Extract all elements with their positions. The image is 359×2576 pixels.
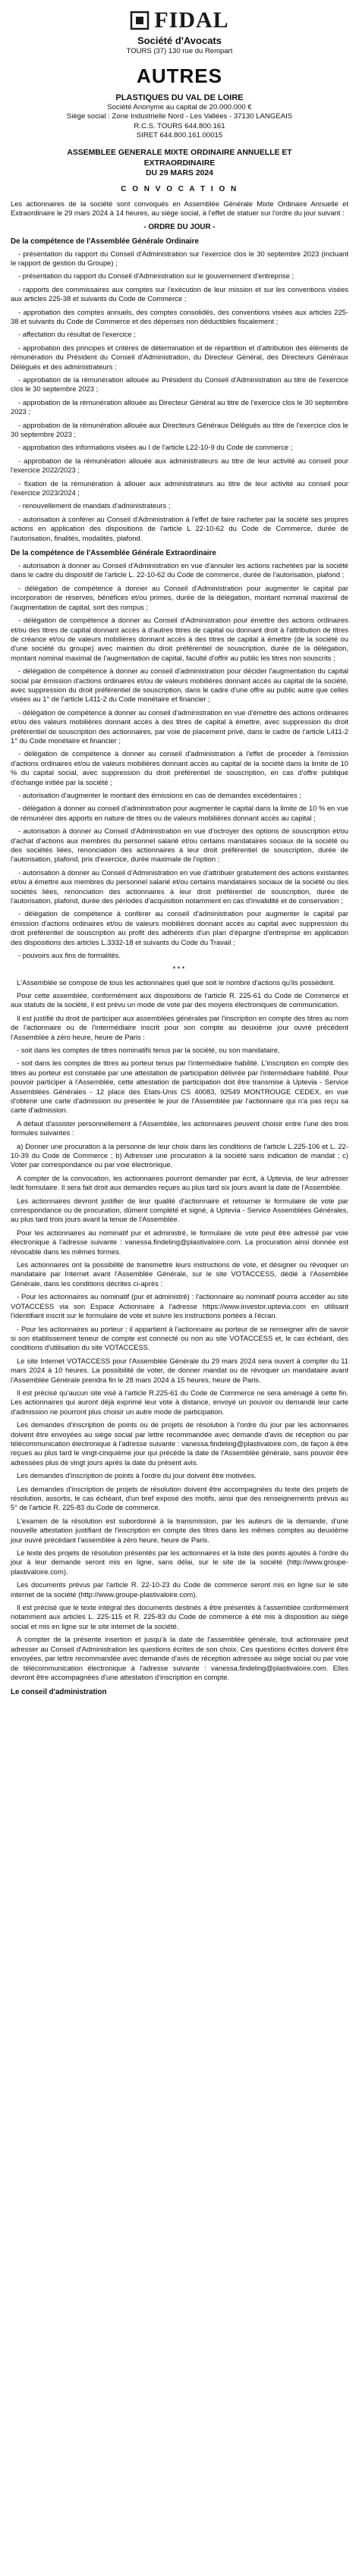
agenda-item: - autorisation à donner au Conseil d'Administration en vue d'attribuer gratuitement des actions existantes et/ou à émettre aux membres du personnel salarié et/ou certains mandataires sociaux de la société ou des sociétés liées, renonciation des actionnaires à leur droit préférentiel de souscription, durée de l'autorisation, plafond, durée des périodes d'acquisition notamment en cas d'invalidité et de conservation ; (11, 868, 348, 905)
agenda-item: - approbation des comptes annuels, des comptes consolidés, des conventions visées aux articles 225-38 et suivants du Code de Commerce et des dépenses non déductibles fiscalement ; (11, 307, 348, 325)
body-paragraph: Les documents prévus par l'article R. 22-10-23 du Code de commerce seront mis en ligne sur le site internet de la société (http://www.groupe-plastivaloire.com). (11, 1580, 348, 1599)
agenda-item: - approbation de la rémunération allouée aux Directeurs Généraux Délégués au titre de l'exercice clos le 30 septembre 2023 ; (11, 420, 348, 438)
extraordinary-agenda-list (11, 561, 348, 960)
body-paragraph: Le site Internet VOTACCESS pour l'Assemblée Générale du 29 mars 2024 sera ouvert à compter du 11 mars 2024 à 10 heures. La possibilité de voter, de donner mandat ou de révoquer un mandataire avant l'Assemblée Générale prendra fin le 28 mars 2024 à 15 heures, heure de Paris. (11, 1356, 348, 1384)
agenda-item: - affectation du résultat de l'exercice ; (18, 330, 136, 339)
company-siret: SIRET 644.800.161.00015 (136, 130, 223, 140)
body-paragraph: Les demandes d'inscription de points ou de projets de résolution à l'ordre du jour par les actionnaires doivent être envoyées au siège social par lettre recommandée avec demande d'avis de réception ou par télécommunication électronique à l'adresse suivante : vanessa.findeling@plastivaloire.com, de façon à être reçues au plus tard le vingt-cinquième jour qui précède la date de l'Assemblée générale, sans pouvoir être adressées plus de vingt jours après la date du présent avis. (11, 1420, 348, 1467)
agenda-item: - autorisation à donner au Conseil d'Administration en vue d'annuler les actions rachetées par la société dans le cadre du dispositif de l'article L. 22-10-62 du Code de commerce, durée de l'autorisation, plafond ; (11, 561, 348, 579)
agenda-item: - délégation de compétence à conférer au conseil d'administration pour augmenter le capital par émission d'actions ordinaires et/ou de valeurs mobilières donnant accès au capital avec suppression du droit préférentiel de souscription au profit des adhérents d'un plan d'épargne d'entreprise en application des dispositions des articles L.3332-18 et suivants du Code du Travail ; (11, 909, 348, 946)
agenda-item: - pouvoirs aux fins de formalités. (18, 951, 121, 960)
body-paragraph: A compter de la présente insertion et jusqu'à la date de l'assemblée générale, tout actionnaire peut adresser au Conseil d'Administration les questions écrites de son choix. Ces questions écrites doivent être envoyées, par lettre recommandée avec demande d'avis de réception adressée au siège social ou par voie de télécommunication électronique à l'adresse suivante : vanessa.findeling@plastivaloire.com. Elles devront être accompagnées d'une attestation d'inscription en compte. (11, 1635, 348, 1681)
body-paragraph: A défaut d'assister personnellement à l'Assemblée, les actionnaires peuvent choisir entre l'une des trois formules suivantes : (11, 1119, 348, 1137)
agenda-title: - ORDRE DU JOUR - (143, 222, 216, 231)
body-paragraph: L'Assemblée se compose de tous les actionnaires quel que soit le nombre d'actions qu'ils possèdent. (17, 977, 335, 987)
meeting-title-line-1: ASSEMBLEE GENERALE MIXTE ORDINAIRE ANNUELLE ET (67, 149, 292, 158)
agenda-item: - rapports des commissaires aux comptes sur l'exécution de leur mission et sur les conventions visées aux articles 225-38 et suivants du Code de Commerce ; (11, 284, 348, 303)
agenda-item: - approbation de la rémunération allouée aux administrateurs au titre de leur activité au conseil pour l'exercice 2022/2023 ; (11, 456, 348, 475)
section-separator: *** (172, 965, 187, 974)
agenda-item: - renouvellement de mandats d'administrateurs ; (18, 501, 171, 510)
logo-text: FIDAL (154, 8, 229, 33)
agenda-item: - délégation de compétence à donner au Conseil d'Administration pour émettre des actions ordinaires et/ou des titres de capital donnant accès à d'autres titres de capital ou donnant droit à l'attribution de titres de créance et/ou de valeurs mobilières donnant accès à des titres de capital à émettre (de la société ou d'une société du groupe) avec maintien du droit préférentiel de souscription, durée de la délégation, montant nominal maximal de l'augmentation de capital, faculté d'offrir au public les titres non souscrits ; (11, 616, 348, 662)
body-paragraph: Il est précisé qu'aucun site visé à l'article R.225-61 du Code de Commerce ne sera aménagé à cette fin. Les actionnaires qui auront déjà exprimé leur vote à distance, envoyé un pouvoir ou demandé leur carte d'admission ne pourront plus choisir un autre mode de participation. (11, 1388, 348, 1416)
meeting-title-line-2: EXTRAORDINAIRE (143, 158, 216, 168)
agenda-item: - délégation à donner au conseil d'administration pour augmenter le capital dans la limite de 10 % en vue de rémunérer des apports en nature de titres ou de valeurs mobilières donnant accès au capital ; (11, 804, 348, 822)
firm-header (11, 35, 348, 55)
extraordinary-section-heading: De la compétence de l'Assemblée Générale Extraordinaire (11, 549, 216, 558)
agenda-item: - approbation des informations visées au I de l'article L22-10-9 du Code de commerce ; (18, 443, 293, 452)
agenda-item: - délégation de compétence à donner au conseil d'administration en vue d'émettre des actions ordinaires et/ou des valeurs mobilières donnant accès à des titres de capital à émettre, avec suppression du droit préférentiel de souscription des actionnaires, par voie de placement privé, dans le cadre de l'article L411-2 1° du Code monétaire et financier ; (11, 708, 348, 745)
company-name: PLASTIQUES DU VAL DE LOIRE (115, 93, 244, 102)
meeting-title (11, 148, 348, 179)
body-paragraph: Il est justifié du droit de participer aux assemblées générales par l'inscription en compte des titres au nom de l'actionnaire ou de l'intermédiaire inscrit pour son compte au deuxième jour ouvré précédent l'Assemblée à zéro heure, heure de Paris : (11, 1013, 348, 1041)
body-paragraph: Le texte des projets de résolution présentés par les actionnaires et la liste des points ajoutés à l'ordre du jour à leur demande seront mis en ligne, sans délai, sur le site de la société (http://www.groupe-plastivaloire.com). (11, 1548, 348, 1576)
body-paragraph: - Pour les actionnaires au nominatif (pur et administré) : l'actionnaire au nominatif pourra accéder au site VOTACCESS via son Espace Actionnaire à l'adresse https://www.investor.uptevia.com en utilisant l'identifiant inscrit sur le formulaire de vote et suivre les instructions portées à l'écran. (11, 1292, 348, 1320)
company-seat: Siège social : Zone Industrielle Nord - Les Vallées - 37130 LANGEAIS (66, 112, 293, 121)
body-paragraphs (11, 978, 348, 1683)
body-paragraph: A compter de la convocation, les actionnaires pourront demander par écrit, à Uptevia, de leur adresser ledit formulaire. Il sera fait droit aux demandes reçues au plus tard six jours avant la date de l'Assemblée. (11, 1173, 348, 1192)
agenda-item: - autorisation à conférer au Conseil d'Administration à l'effet de faire racheter par la société ses propres actions en application des dispositions de l'article L 22-10-62 du Code de Commerce, durée de l'autorisation, finalités, modalités, plafond. (11, 514, 348, 542)
ordinary-agenda-list (11, 249, 348, 544)
agenda-item: - présentation du rapport du Conseil d'Administration sur le gouvernement d'entreprise ; (18, 271, 294, 281)
meeting-date: DU 29 MARS 2024 (146, 169, 213, 178)
agenda-item: - autorisation à donner au Conseil d'Administration en vue d'octroyer des options de souscription et/ou d'achat d'actions aux membres du personnel salarié et/ou certains mandataires sociaux de la société ou des sociétés liées, renonciation des actionnaires à leur droit préférentiel de souscription, durée de l'autorisation, plafond, prix d'exercice, durée maximale de l'option ; (11, 827, 348, 864)
firm-address: TOURS (37) 130 rue du Rempart (126, 47, 233, 55)
fidal-logo-icon (130, 11, 150, 30)
agenda-item: - délégation de compétence à donner au Conseil d'Administration pour augmenter le capital par incorporation de réserves, bénéfices et/ou primes, durée de la délégation, montant nominal maximal de l'augmentation de capital, sort des rompus ; (11, 583, 348, 611)
firm-name: Société d'Avocats (137, 35, 222, 46)
convocation-heading: C O N V O C A T I O N (121, 184, 238, 193)
agenda-item: - délégation de compétence à donner au conseil d'administration pour décider l'augmentation du capital social par émission d'actions ordinaires et/ou de valeurs mobilières donnant accès au capital de la société, avec suppression du droit préférentiel de souscription, dans le cadre d'une offre au public autre que celles visées au 1° de l'article L411-2 du Code monétaire et financier ; (11, 667, 348, 704)
ordinary-section-heading: De la compétence de l'Assemblée Générale Ordinaire (11, 237, 199, 246)
body-paragraph: Les actionnaires ont la possibilité de transmettre leurs instructions de vote, et désigner ou révoquer un mandataire par Internet avant l'Assemblée Générale, sur le site VOTACCESS, dédié à l'Assemblée Générale, dans les conditions décrites ci-après : (11, 1260, 348, 1288)
agenda-item: - approbation de la rémunération allouée au Directeur Général au titre de l'exercice clos le 30 septembre 2023 ; (11, 397, 348, 416)
body-paragraph: Pour cette assemblée, conformément aux dispositions de l'article R. 225-61 du Code de Commerce et aux statuts de la société, il est prévu un mode de vote par des moyens électroniques de communication. (11, 990, 348, 1009)
agenda-item: - fixation de la rémunération à allouer aux administrateurs au titre de leur activité au conseil pour l'exercice 2023/2024 ; (11, 478, 348, 497)
logo-area (11, 5, 348, 33)
body-paragraph: Les demandes d'inscription de projets de résolution doivent être accompagnées du texte des projets de résolution, assortis, le cas échéant, d'un bref exposé des motifs, ainsi que des renseignements prévus au 5° de l'article R. 225-83 du Code de commerce. (11, 1484, 348, 1512)
fidal-logo (130, 8, 228, 33)
body-paragraph: Les demandes d'inscription de points à l'ordre du jour doivent être motivées. (17, 1471, 257, 1480)
intro-paragraph: Les actionnaires de la société sont convoqués en Assemblée Générale Mixte Ordinaire Annuelle et Extraordinaire le 29 mars 2024 à 14 heures, au siège social, à l'effet de statuer sur l'ordre du jour suivant : (11, 199, 348, 218)
body-paragraph: - soit dans les comptes de titres nominatifs tenus par la société, ou son mandataire, (17, 1045, 280, 1054)
body-paragraph: a) Donner une procuration à la personne de leur choix dans les conditions de l'article L.225-106 et L. 22-10-39 du Code de Commerce ; b) Adresser une procuration à la société sans indication de mandat ; c) Voter par correspondance ou par voie électronique. (11, 1141, 348, 1169)
body-paragraph: Pour les actionnaires au nominatif pur et administré, le formulaire de vote peut être adressé par voie électronique à l'adresse suivante : vanessa.findeling@plastivaloire.com. La procuration ainsi donnée est révocable dans les mêmes formes. (11, 1228, 348, 1256)
agenda-item: - délégation de compétence à donner au conseil d'administration à l'effet de procéder à l'émission d'actions ordinaires et/ou de valeurs mobilières donnant accès au capital de la société dans la limite de 10 % du capital social, avec suppression du droit préférentiel de souscription, en cas d'offre publique d'échange initiée par la société ; (11, 749, 348, 786)
body-paragraph: L'examen de la résolution est subordonné à la transmission, par les auteurs de la demande, d'une nouvelle attestation justifiant de l'inscription en compte des titres dans les mêmes comptes au deuxième jour ouvré précédant l'assemblée à zéro heure, heure de Paris. (11, 1516, 348, 1544)
company-form: Société Anonyme au capital de 20.000.000 € (107, 103, 252, 112)
agenda-item: - approbation des principes et critères de détermination et de répartition et d'attribution des éléments de rémunération du Président du Conseil d'Administration, du Directeur Général, des Directeurs Généraux Délégués et des administrateurs ; (11, 343, 348, 371)
body-paragraph: Les actionnaires devront justifier de leur qualité d'actionnaire et retourner le formulaire de vote par correspondance ou de procuration, dûment complété et signé, à Uptevia - Service Assemblées Générales, au plus tard trois jours avant la tenue de l'Assemblée. (11, 1196, 348, 1224)
company-block (11, 93, 348, 140)
company-rcs: R.C.S. TOURS 644.800.161 (134, 121, 225, 130)
agenda-item: - autorisation d'augmenter le montant des émissions en cas de demandes excédentaires ; (18, 791, 301, 799)
agenda-item: - approbation de la rémunération allouée au Président du Conseil d'Administration au titre de l'exercice clos le 30 septembre 2023 ; (11, 375, 348, 394)
body-paragraph: - soit dans les comptes de titres au porteur tenus par l'intermédiaire habilité. L'inscription en compte des titres au porteur est constatée par une attestation de participation délivrée par l'intermédiaire habilité. Pour pouvoir participer à l'Assemblée, cette attestation de participation doit être transmise à Uptevia - Service Assemblées Générales - 12 place des Etats-Unis CS 40083, 92549 MONTROUGE CEDEX, en vue d'obtenir une carte d'admission ou présentée le jour de l'Assemblée par l'actionnaire qui n'a pas reçu sa carte d'admission. (11, 1059, 348, 1115)
body-paragraph: Il est précisé que le texte intégral des documents destinés à être présentés à l'assemblée conformément notamment aux articles L. 225-115 et R. 225-83 du Code de commerce à été mis à disposition au siège social et mis en ligne sur le site internet de la société. (11, 1603, 348, 1630)
agenda-item: - présentation du rapport du Conseil d'Administration sur l'exercice clos le 30 septembre 2023 (incluant le rapport de gestion du Groupe) ; (11, 249, 348, 267)
body-paragraph: - Pour les actionnaires au porteur : il appartient à l'actionnaire au porteur de se renseigner afin de savoir si son établissement teneur de compte est connecté ou non au site VOTACCESS et, le cas échéant, des conditions d'utilisation du site VOTACCESS. (11, 1324, 348, 1352)
signature: Le conseil d'administration (11, 1688, 107, 1697)
notice-category-title: AUTRES (137, 64, 222, 87)
